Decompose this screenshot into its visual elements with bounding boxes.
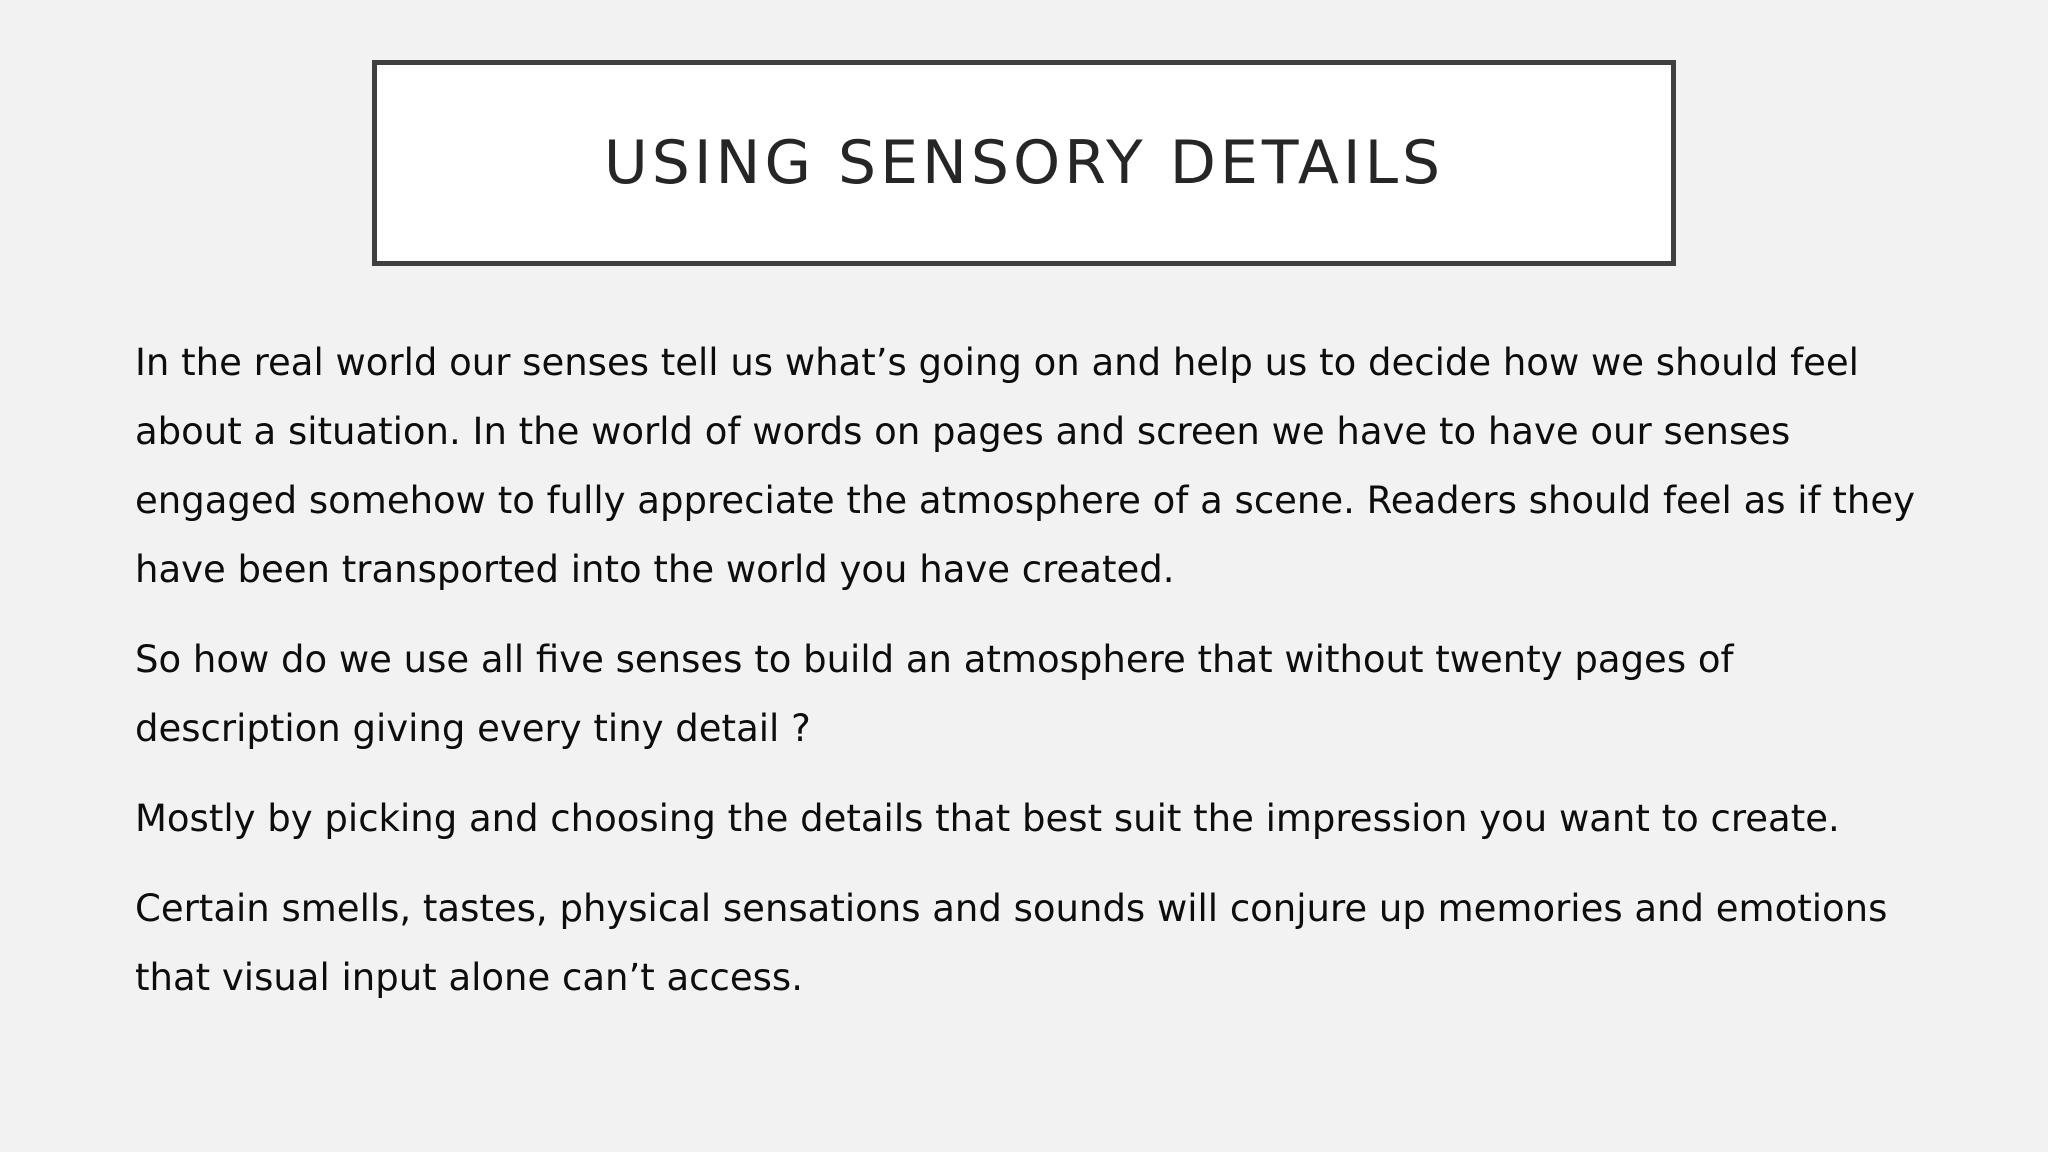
slide-body bbox=[135, 328, 1925, 1033]
paragraph-answer: Mostly by picking and choosing the details that best suit the impression you want to create. bbox=[135, 797, 1840, 840]
paragraph-question: So how do we use all five senses to build an atmosphere that without twenty pages of description giving every tiny detail ? bbox=[135, 638, 1734, 750]
paragraph-intro: In the real world our senses tell us what’s going on and help us to decide how we should feel about a situation. In the world of words on pages and screen we have to have our senses engaged somehow to fully appreciate the atmosphere of a scene. Readers should feel as if they have been transported into the world you have created. bbox=[135, 341, 1915, 591]
slide-title: USING SENSORY DETAILS bbox=[603, 128, 1445, 198]
title-box bbox=[372, 60, 1676, 266]
paragraph-senses: Certain smells, tastes, physical sensations and sounds will conjure up memories and emotions that visual input alone can’t access. bbox=[135, 887, 1888, 999]
